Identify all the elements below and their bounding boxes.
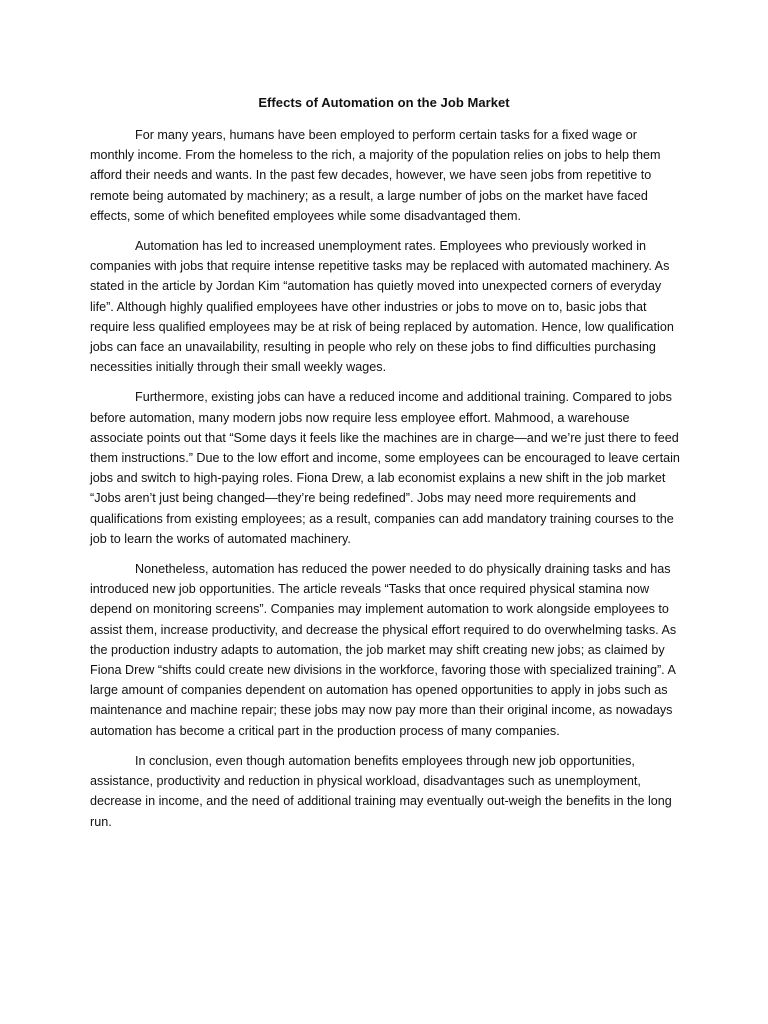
paragraph-introduction: For many years, humans have been employed to perform certain tasks for a fixed wage or monthly income. From the homeless to the rich, a majority of the population relies on jobs to help them afford their needs and wants. In the past few decades, however, we have seen jobs from repetitive to remote being automated by machinery; as a result, a large number of jobs on the market have faced effects, some of which benefited employees while some disadvantaged them. xyxy=(90,128,661,223)
paragraph-new-opportunities: Nonetheless, automation has reduced the power needed to do physically draining tasks and has introduced new job opportunities. The article reveals “Tasks that once required physical stamina now depend on monitoring screens”. Companies may implement automation to work alongside employees to assist them, increase productivity, and decrease the physical effort required to do overwhelming tasks. As the production industry adapts to automation, the job market may shift creating new jobs; as claimed by Fiona Drew “shifts could create new divisions in the workforce, favoring those with specialized training”. A large amount of companies dependent on automation has opened opportunities to apply in jobs such as maintenance and machine repair; these jobs may now pay more than their original income, as nowadays automation has become a critical part in the production process of many companies. xyxy=(90,562,677,738)
paragraph-conclusion: In conclusion, even though automation benefits employees through new job opportunities, assistance, productivity and reduction in physical workload, disadvantages such as unemployment, decrease in income, and the need of additional training may eventually out-weigh the benefits in the long run. xyxy=(90,753,672,829)
paragraph-unemployment: Automation has led to increased unemployment rates. Employees who previously worked in companies with jobs that require intense repetitive tasks may be replaced with automated machinery. As stated in the article by Jordan Kim “automation has quietly moved into unexpected corners of everyday life”. Although highly qualified employees have other industries or jobs to move on to, basic jobs that require less qualified employees may be at risk of being replaced by automation. Hence, low qualification jobs can face an unavailability, resulting in people who rely on these jobs to find difficulties purchasing necessities initially through their small weekly wages. xyxy=(90,239,674,375)
document-body xyxy=(90,125,680,842)
document-title: Effects of Automation on the Job Market xyxy=(258,95,510,110)
paragraph-reduced-income: Furthermore, existing jobs can have a reduced income and additional training. Compared to jobs before automation, many modern jobs now require less employee effort. Mahmood, a warehouse associate points out that “Some days it feels like the machines are in charge—and we’re just there to feed them instructions.” Due to the low effort and income, some employees can be encouraged to leave certain jobs and switch to high-paying roles. Fiona Drew, a lab economist explains a new shift in the job market “Jobs aren’t just being changed—they’re being redefined”. Jobs may need more requirements and qualifications from existing employees; as a result, companies can add mandatory training courses to the job to learn the works of automated machinery. xyxy=(90,390,680,546)
